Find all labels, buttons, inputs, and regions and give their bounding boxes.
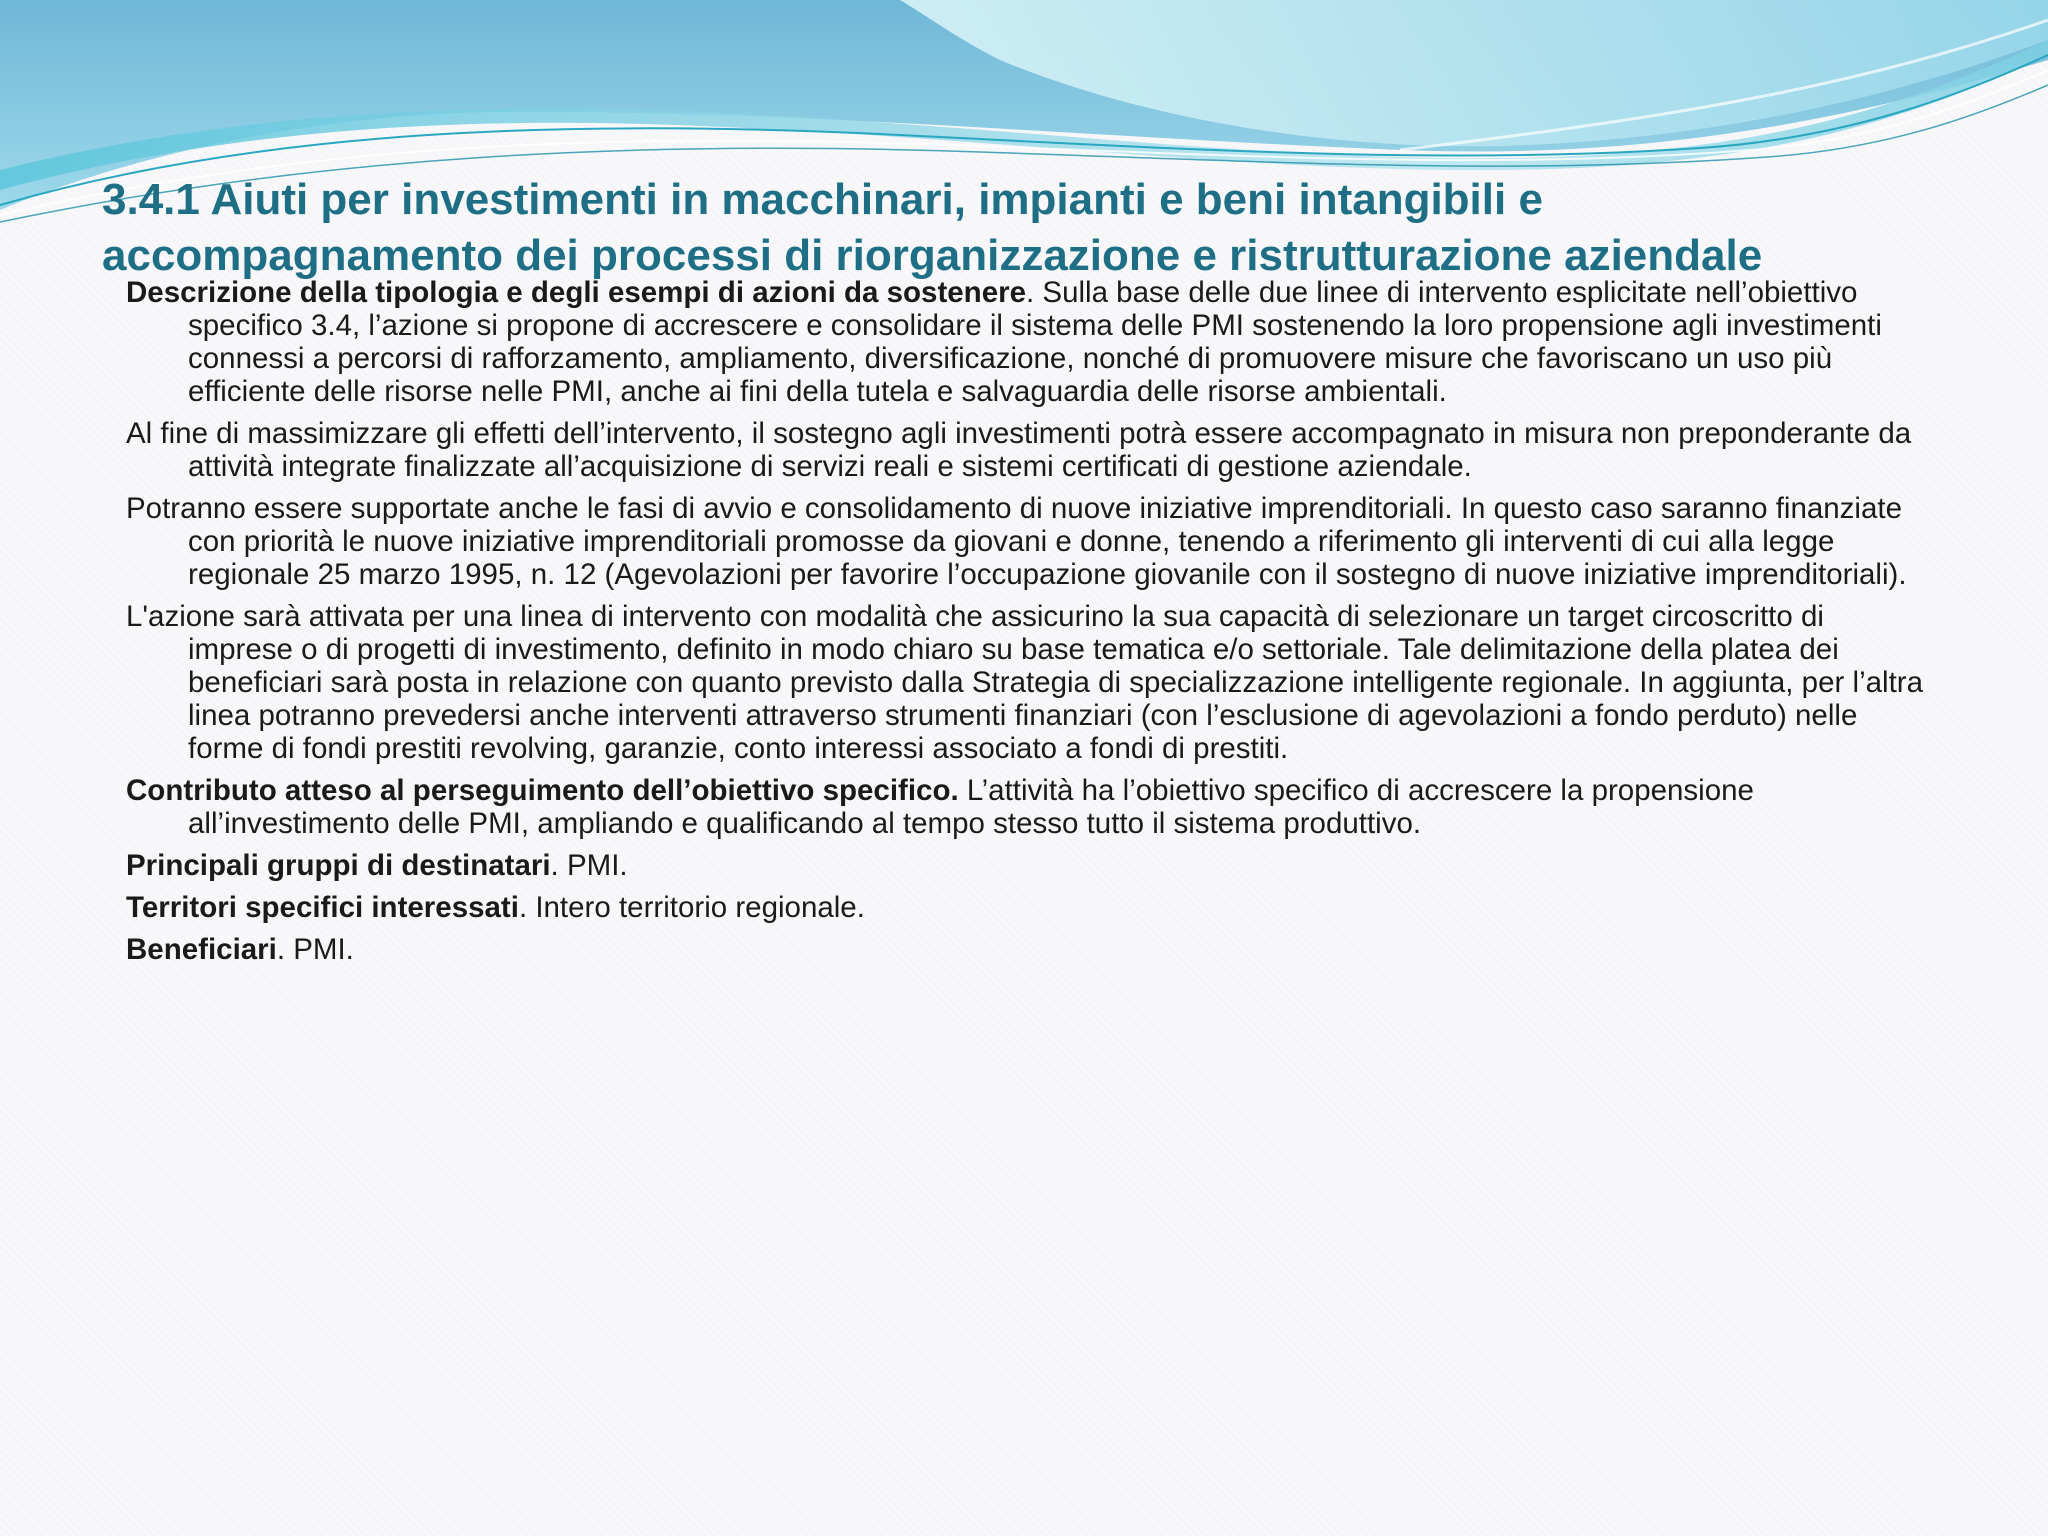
paragraph-startup-support [126,492,1926,591]
paragraph-activation [126,600,1926,765]
paragraph-target-groups [126,849,1926,882]
slide-body [126,276,1926,975]
paragraph-territories [126,891,1926,924]
paragraph-heading: Contributo atteso al perseguimento dell’obiettivo specifico. [126,774,959,807]
paragraph-heading: Territori specifici interessati [126,891,519,924]
paragraph-heading: Principali gruppi di destinatari [126,849,551,882]
paragraph-text: L'azione sarà attivata per una linea di intervento con modalità che assicurino la sua capacità di selezionare un target circoscritto di imprese o di progetti di investimento, definito in modo chiaro su base tematica e/o settoriale. Tale delimitazione della platea dei beneficiari sarà posta in relazione con quanto previsto dalla Strategia di specializzazione intelligente regionale. In aggiunta, per l’altra linea potranno prevedersi anche interventi attraverso strumenti finanziari (con l’esclusione di agevolazioni a fondo perduto) nelle forme di fondi prestiti revolving, garanzie, conto interessi associato a fondi di prestiti. [126,600,1924,765]
paragraph-description [126,276,1926,408]
paragraph-heading: Descrizione della tipologia e degli esempi di azioni da sostenere [126,276,1026,309]
paragraph-text: . PMI. [550,849,628,882]
paragraph-text: L’attività ha l’obiettivo specifico di accrescere la propensione all’investimento delle PMI, ampliando e qualificando al tempo stesso tutto il sistema produttivo. [188,774,1754,840]
paragraph-expected-contribution [126,774,1926,840]
paragraph-heading: Beneficiari [126,933,277,966]
slide-title: 3.4.1 Aiuti per investimenti in macchinari, impianti e beni intangibili e accompagnamento dei processi di riorganizzazione e ristrutturazione aziendale [102,175,1763,280]
paragraph-text: . Intero territorio regionale. [518,891,865,924]
paragraph-accompaniment [126,417,1926,483]
paragraph-beneficiaries [126,933,1926,966]
paragraph-text: . Sulla base delle due linee di intervento esplicitate nell’obiettivo specifico 3.4, l’azione si propone di accrescere e consolidare il sistema delle PMI sostenendo la loro propensione agli investimenti connessi a percorsi di rafforzamento, ampliamento, diversificazione, nonché di promuovere misure che favoriscano un uso più efficiente delle risorse nelle PMI, anche ai fini della tutela e salvaguardia delle risorse ambientali. [188,276,1882,408]
paragraph-text: Potranno essere supportate anche le fasi di avvio e consolidamento di nuove iniziative imprenditoriali. In questo caso saranno finanziate con priorità le nuove iniziative imprenditoriali promosse da giovani e donne, tenendo a riferimento gli interventi di cui alla legge regionale 25 marzo 1995, n. 12 (Agevolazioni per favorire l’occupazione giovanile con il sostegno di nuove iniziative imprenditoriali). [126,492,1907,591]
paragraph-text: . PMI. [276,933,354,966]
paragraph-text: Al fine di massimizzare gli effetti dell’intervento, il sostegno agli investimenti potrà essere accompagnato in misura non preponderante da attività integrate finalizzate all’acquisizione di servizi reali e sistemi certificati di gestione aziendale. [126,417,1912,483]
